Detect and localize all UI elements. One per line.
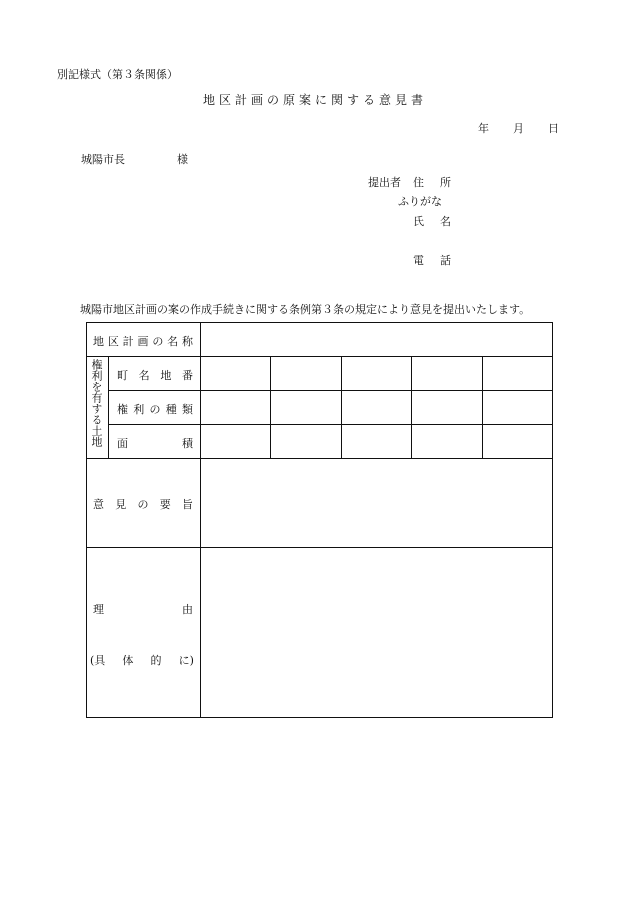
opinion-form-table [86, 322, 553, 718]
submission-statement: 城陽市地区計画の案の作成手続きに関する条例第３条の規定により意見を提出いたします。 [80, 303, 531, 316]
form-number-label: 別記様式（第３条関係） [57, 68, 178, 81]
reason-label: 理 由 [93, 603, 193, 616]
furigana-label: ふりがな [398, 195, 442, 208]
reason-detail-label: (具 体 的 に) [90, 654, 194, 667]
date-day-label: 日 [548, 122, 559, 135]
date-month-label: 月 [513, 122, 524, 135]
reason-field[interactable] [201, 548, 552, 717]
addressee-suffix: 様 [177, 153, 188, 166]
rights-type-label: 権 利 の 種 類 [117, 403, 193, 416]
area-label: 面 積 [117, 437, 193, 450]
document-title: 地区計画の原案に関する意見書 [202, 93, 427, 107]
rights-holder-land-label: 権利を有する土地 [90, 359, 103, 447]
plan-name-label: 地 区 計 画 の 名 称 [93, 335, 193, 348]
addressee: 城陽市長 [81, 153, 125, 166]
address-label: 住 所 [413, 176, 451, 189]
opinion-summary-label: 意 見 の 要 旨 [93, 498, 193, 511]
plan-name-field[interactable] [201, 323, 552, 356]
name-label: 氏 名 [413, 215, 451, 228]
submitter-label: 提出者 [368, 176, 401, 189]
date-year-label: 年 [478, 122, 489, 135]
town-lot-label: 町 名 地 番 [117, 369, 193, 382]
opinion-summary-field[interactable] [201, 459, 552, 547]
phone-label: 電 話 [413, 254, 451, 267]
